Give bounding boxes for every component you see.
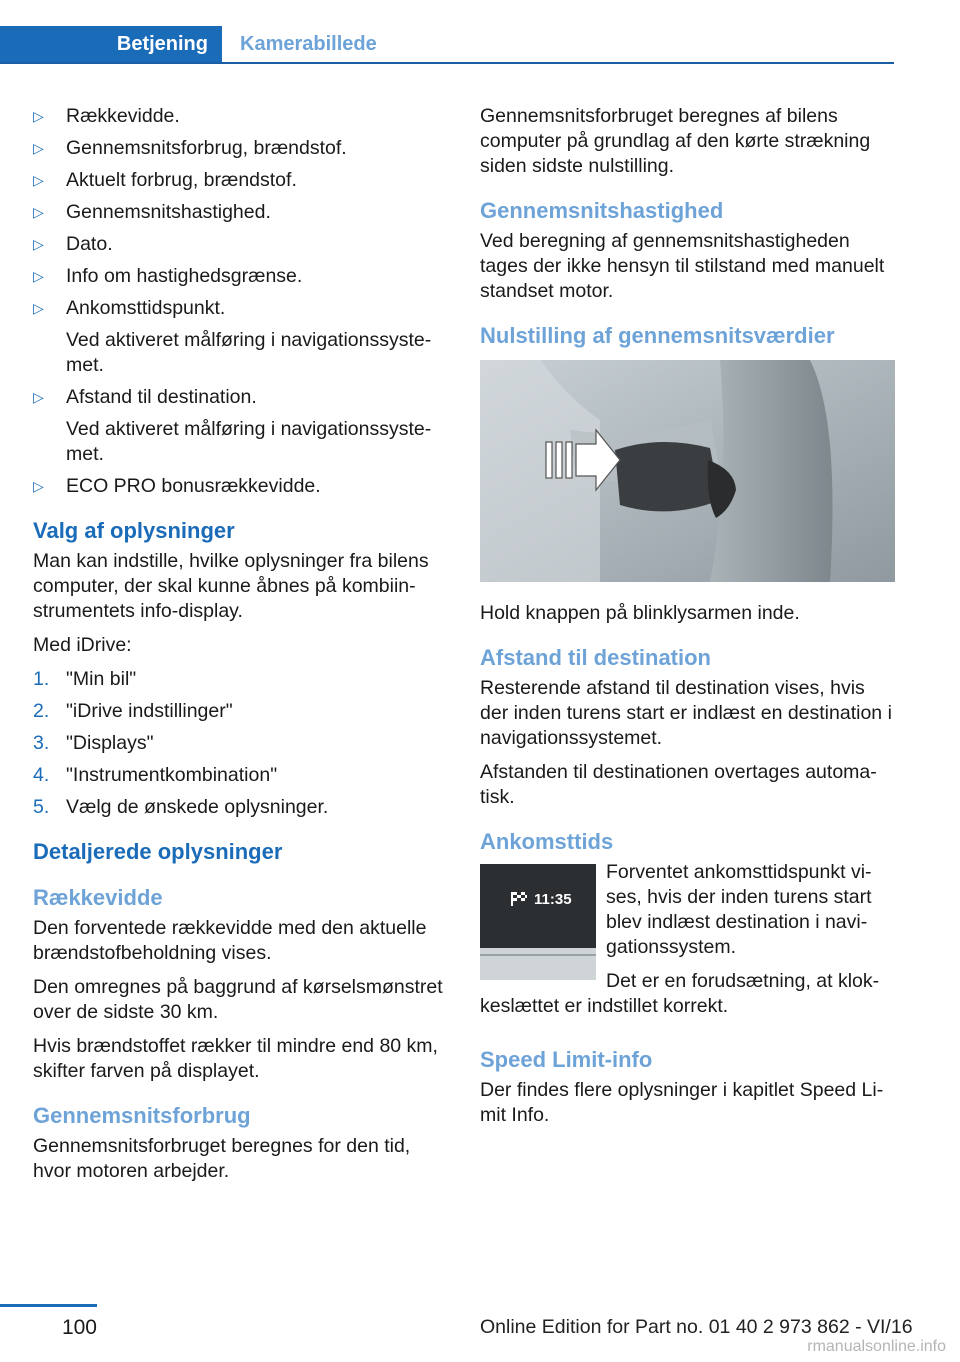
paragraph: Hvis brændstoffet rækker til mindre end 80 km, skifter farven på displayet. xyxy=(33,1035,438,1082)
list-item-note: Ved aktiveret målføring i navigationssystemet. xyxy=(66,329,432,376)
paragraph: Gennemsnitsforbruget beregnes af bilens computer på grundlag af den kørte strækning siden sidste nulstilling. xyxy=(480,105,871,177)
page-number: 100 xyxy=(61,1316,97,1339)
watermark: rmanualsonline.info xyxy=(807,1338,946,1355)
subheading-ankomsttids: Ankomsttids xyxy=(480,829,614,854)
image-caption: Hold knappen på blinklysarmen inde. xyxy=(480,602,800,624)
triangle-bullet-icon: ▷ xyxy=(33,172,44,188)
list-item-note: Ved aktiveret målføring i navigationssystemet. xyxy=(66,418,432,465)
triangle-bullet-icon: ▷ xyxy=(33,478,44,494)
paragraph: Resterende afstand til destination vises, hvis der inden turens start er indlæst en destination i navigationssystemet. xyxy=(480,677,892,749)
clock-time: 11:35 xyxy=(534,891,572,908)
subheading-gennemsnitsforbrug: Gennemsnitsforbrug xyxy=(33,1103,251,1128)
paragraph: Gennemsnitsforbruget beregnes for den tid, hvor motoren arbejder. xyxy=(33,1135,411,1182)
step-item: 5. Vælg de ønskede oplysninger. xyxy=(33,796,329,818)
list-item: ▷ Afstand til destination. Ved aktiveret målføring i navigationssystemet. xyxy=(33,385,448,467)
list-item: ▷ Ankomsttidspunkt. Ved aktiveret målføring i navigationssystemet. xyxy=(33,296,448,378)
triangle-bullet-icon: ▷ xyxy=(33,236,44,252)
arrival-block xyxy=(480,860,895,1028)
bullet-list xyxy=(33,104,448,499)
subheading-raekkevidde: Rækkevidde xyxy=(33,885,163,910)
triangle-bullet-icon: ▷ xyxy=(33,204,44,220)
step-item: 2. "iDrive indstillinger" xyxy=(33,700,233,722)
edition-note: Online Edition for Part no. 01 40 2 973 862 - VI/16 xyxy=(480,1316,913,1338)
subheading-gennemsnitshastighed: Gennemsnitshastighed xyxy=(480,198,724,223)
list-item: ▷ ECO PRO bonusrækkevidde. xyxy=(33,475,321,497)
paragraph: Med iDrive: xyxy=(33,634,132,656)
step-item: 4. "Instrumentkombination" xyxy=(33,764,278,786)
paragraph: Den omregnes på baggrund af kørselsmønstret over de sidste 30 km. xyxy=(33,976,443,1023)
paragraph: Der findes flere oplysninger i kapitlet Speed Limit Info. xyxy=(480,1079,884,1126)
right-column xyxy=(480,104,895,1137)
step-item: 3. "Displays" xyxy=(33,732,154,754)
subheading-speed-limit: Speed Limit-info xyxy=(480,1047,653,1072)
paragraph: Afstanden til destinationen overtages automatisk. xyxy=(480,761,877,808)
paragraph: Ved beregning af gennemsnitshastigheden tages der ikke hensyn til stilstand med manuelt standset motor. xyxy=(480,230,885,302)
list-item: ▷ Gennemsnitshastighed. xyxy=(33,201,271,223)
paragraph: Den forventede rækkevidde med den aktuelle brændstofbeholdning vises. xyxy=(33,917,427,964)
list-item: ▷ Gennemsnitsforbrug, brændstof. xyxy=(33,137,347,159)
footer-rule xyxy=(0,1304,97,1307)
list-item: ▷ Aktuelt forbrug, brændstof. xyxy=(33,169,297,191)
paragraph: Man kan indstille, hvilke oplysninger fra bilens computer, der skal kunne åbnes på kombiinstrumentets info-display. xyxy=(33,550,429,622)
chapter-header xyxy=(0,26,894,64)
turn-signal-stalk-image xyxy=(480,360,895,582)
triangle-bullet-icon: ▷ xyxy=(33,268,44,284)
paragraph: Forventet ankomsttidspunkt vises, hvis der inden turens start blev indlæst destination i navigationssystem. xyxy=(606,861,872,958)
left-column xyxy=(33,104,448,1193)
section-heading-detaljer: Detaljerede oplysninger xyxy=(33,839,283,864)
triangle-bullet-icon: ▷ xyxy=(33,140,44,156)
triangle-bullet-icon: ▷ xyxy=(33,389,44,405)
paragraph: Det er en forudsætning, at klokkeslættet er indstillet korrekt. xyxy=(480,970,880,1017)
list-item: ▷ Rækkevidde. xyxy=(33,105,180,127)
numbered-steps xyxy=(33,667,448,820)
list-item: ▷ Info om hastighedsgrænse. xyxy=(33,265,303,287)
step-item: 1. "Min bil" xyxy=(33,668,137,690)
list-item: ▷ Dato. xyxy=(33,233,113,255)
arrival-time-display-image xyxy=(480,864,596,980)
subheading-afstand: Afstand til destination xyxy=(480,645,711,670)
subheading-nulstilling: Nulstilling af gennemsnitsværdier xyxy=(480,323,835,348)
tab-betjening[interactable]: Betjening xyxy=(0,26,222,62)
section-heading-valg: Valg af oplysninger xyxy=(33,518,235,543)
tab-kamerabillede[interactable]: Kamerabillede xyxy=(240,32,377,55)
triangle-bullet-icon: ▷ xyxy=(33,108,44,124)
triangle-bullet-icon: ▷ xyxy=(33,300,44,316)
